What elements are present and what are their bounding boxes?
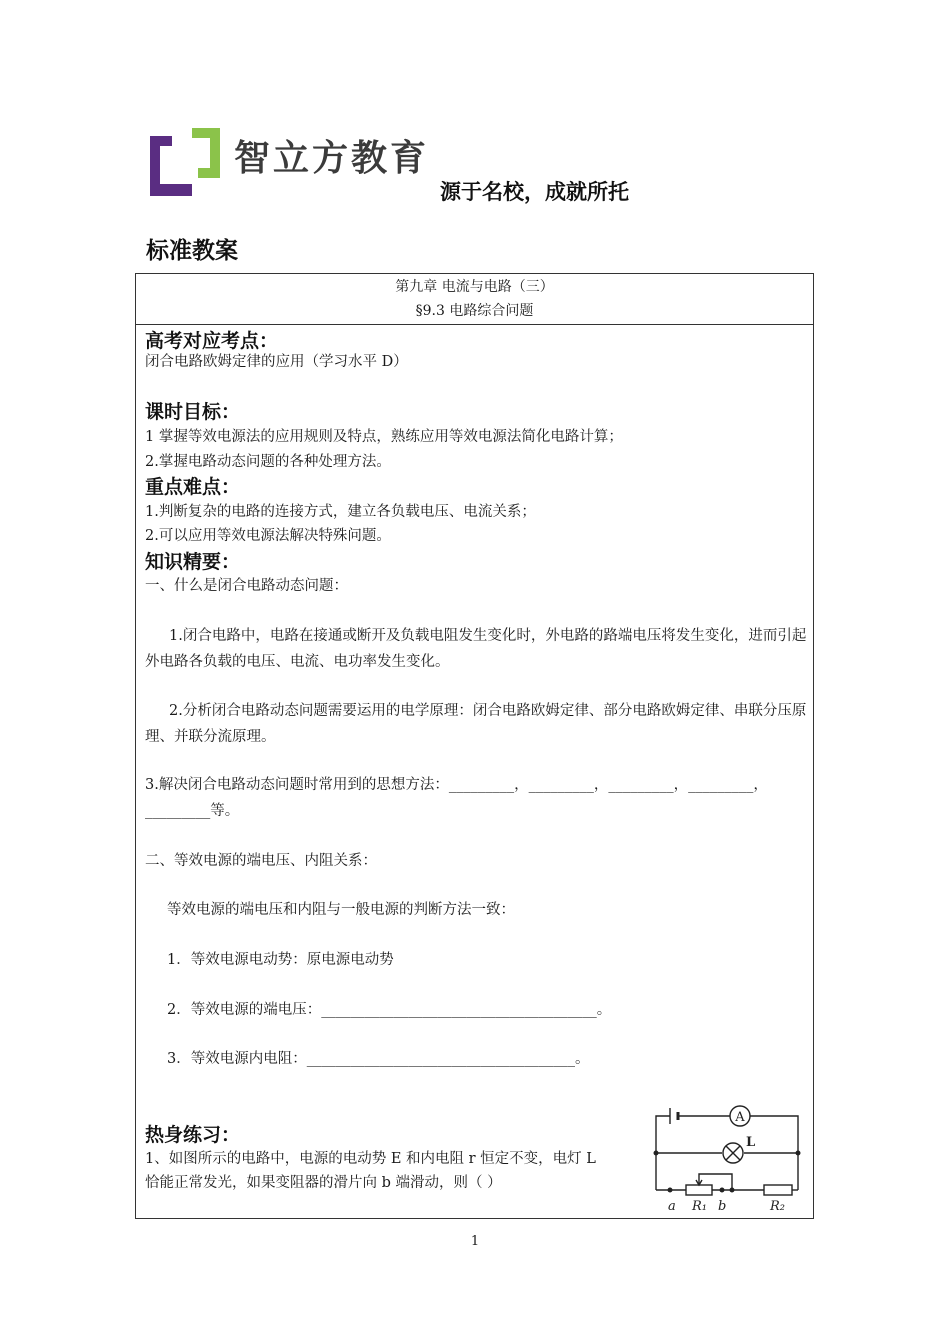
point-b-label: b [718, 1199, 727, 1214]
knowledge-paragraph-2: 2.分析闭合电路动态问题需要运用的电学原理：闭合电路欧姆定律、部分电路欧姆定律、串联分压原理、并联分流原理。 [145, 703, 807, 745]
r1-label: R₁ [692, 1199, 707, 1214]
page-number: 1 [470, 1234, 480, 1249]
knowledge-paragraph-1: 1.闭合电路中，电路在接通或断开及负载电阻发生变化时，外电路的路端电压将发生变化，进而引起外电路各负载的电压、电流、电功率发生变化。 [145, 628, 807, 670]
ammeter-label: A [735, 1110, 745, 1125]
knowledge-part2-intro: 等效电源的端电压和内阻与一般电源的判断方法一致： [167, 902, 515, 918]
r2-label: R₂ [770, 1199, 785, 1214]
logo-mark-icon [148, 126, 228, 198]
lesson-table [135, 273, 814, 1219]
goal-item: 1 掌握等效电源法的应用规则及特点，熟练应用等效电源法简化电路计算； [145, 429, 623, 445]
key-point-item: 2.可以应用等效电源法解决特殊问题。 [145, 528, 391, 544]
warmup-question-line: 1、如图所示的电路中，电源的电动势 E 和内电阻 r 恒定不变，电灯 L [145, 1151, 596, 1167]
brand-name: 智立方教育 [234, 138, 430, 179]
lesson-header-cell [136, 274, 813, 325]
goals-heading: 课时目标： [145, 401, 241, 423]
warmup-heading: 热身练习： [145, 1124, 241, 1146]
lamp-label: L [746, 1135, 756, 1150]
point-a-label: a [668, 1199, 676, 1214]
exam-points-text: 闭合电路欧姆定律的应用（学习水平 D） [145, 354, 408, 370]
chapter-title: 第九章 电流与电路（三） [395, 279, 554, 295]
goal-item: 2.掌握电路动态问题的各种处理方法。 [145, 454, 391, 470]
exam-points-heading: 高考对应考点： [145, 330, 279, 352]
knowledge-heading: 知识精要： [145, 551, 241, 573]
knowledge-part1-title: 一、什么是闭合电路动态问题： [145, 578, 348, 594]
slogan: 源于名校，成就所托 [440, 180, 629, 204]
document-type-title: 标准教案 [146, 238, 238, 264]
section-title: §9.3 电路综合问题 [415, 303, 534, 319]
equivalent-source-item: 3．等效电源内电阻：_____________________________________。 [167, 1051, 590, 1067]
warmup-question-line: 恰能正常发光，如果变阻器的滑片向 b 端滑动，则（ ） [145, 1175, 502, 1191]
equivalent-source-item: 1．等效电源电动势：原电源电动势 [167, 952, 394, 968]
equivalent-source-item: 2．等效电源的端电压：______________________________________。 [167, 1002, 612, 1018]
key-point-item: 1.判断复杂的电路的连接方式，建立各负载电压、电流关系； [145, 504, 536, 520]
key-points-heading: 重点难点： [145, 476, 241, 498]
knowledge-part2-title: 二、等效电源的端电压、内阻关系： [145, 853, 377, 869]
knowledge-paragraph-3: 3.解决闭合电路动态问题时常用到的思想方法：_________，_________，_________，_________，_________等。 [145, 777, 768, 819]
circuit-diagram [648, 1100, 808, 1216]
